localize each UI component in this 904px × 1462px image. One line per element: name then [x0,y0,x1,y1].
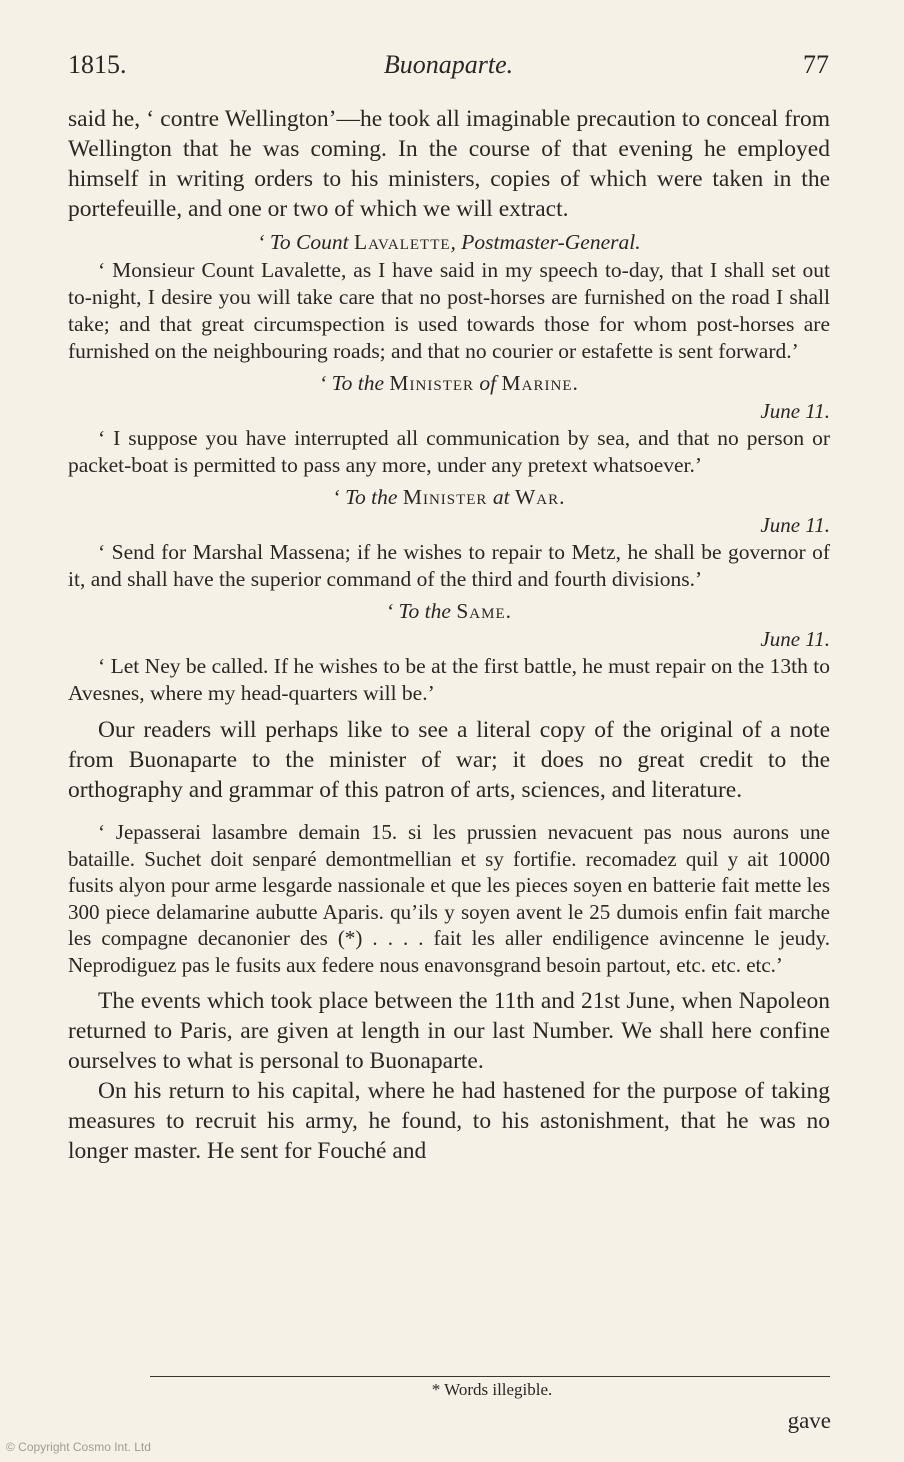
heading-prefix: ‘ To the [332,485,403,509]
letter-heading-same [68,597,830,626]
catchword: gave [787,1408,831,1433]
heading-name: War. [514,485,566,509]
letter-heading-war [68,483,830,512]
heading-name: Same. [456,599,512,623]
running-title: Buonaparte. [383,50,514,79]
letter-text-same: ‘ Let Ney be called. If he wishes to be at the first battle, he must repair on the 13th to Avesnes, where my head-quarters will be.’ [68,654,830,705]
heading-title: , Postmaster-General. [450,230,641,254]
readers-paragraph: Our readers will perhaps like to see a literal copy of the original of a note from Buonaparte to the minister of war; it does no great credit to the orthography and grammar of this patron of arts, sciences, and literature. [68,717,830,803]
letter-date: June 11. [760,627,830,651]
header-year: 1815. [68,50,127,79]
heading-connector: of [474,371,502,395]
heading-name: Lavalette [353,230,451,254]
heading-name: Minister [389,371,475,395]
letter-date: June 11. [760,399,830,423]
footnote: * Words illegible. [431,1380,553,1399]
running-header [68,50,829,86]
heading-name: Minister [402,485,488,509]
page-body [68,104,830,1166]
page-number: 77 [803,50,829,79]
heading-name: Marine. [501,371,579,395]
heading-connector: at [487,485,515,509]
letter-heading-marine [68,369,830,398]
footnote-rule [150,1376,830,1377]
heading-prefix: ‘ To Count [257,230,354,254]
heading-prefix: ‘ To the [319,371,390,395]
intro-paragraph: said he, ‘ contre Wellington’—he took all imaginable precaution to conceal from Wellington that he was coming. In the course of that evening he employed himself in writing orders to his ministers, copies of which were taken in the portefeuille, and one or two of which we will extract. [68,106,830,222]
events-paragraph: The events which took place between the 11th and 21st June, when Napoleon returned to Paris, are given at length in our last Number. We shall here confine ourselves to what is personal to Buonaparte. [68,988,830,1074]
heading-prefix: ‘ To the [386,599,457,623]
letter-heading-lavalette [68,228,830,257]
letter-text-war: ‘ Send for Marshal Massena; if he wishes to repair to Metz, he shall be governor of it, and shall have the superior command of the third and fourth divisions.’ [68,540,830,591]
letter-text-lavalette: ‘ Monsieur Count Lavalette, as I have said in my speech to-day, that I shall set out to-night, I desire you will take care that no post-horses are furnished on the road I shall take; and that great circumspection is used towards those for whom post-horses are furnished on the neighbouring roads; and that no courier or estafette is sent forward.’ [68,258,830,363]
letter-date: June 11. [760,513,830,537]
french-note: ‘ Jepasserai lasambre demain 15. si les prussien nevacuent pas nous aurons une bataille. Suchet doit senparé demontmellian et sy fortifie. recomadez quil y ait 10000 fusits alyon pour arme lesgarde nassionale et que les pieces soyen en batterie fait mette les 300 piece delamarine aubutte Aparis. qu’ils y soyen avent le 25 dumois enfin fait marche les compagne decanonier des (*) . . . . fait les aller endiligence avincenne le jeudy. Neprodiguez pas le fusits aux federe nous enavonsgrand besoin partout, etc. etc. etc.’ [68,820,830,977]
return-paragraph: On his return to his capital, where he had hastened for the purpose of taking measures to recruit his army, he found, to his astonishment, that he was no longer master. He sent for Fouché and [68,1078,830,1164]
letter-text-marine: ‘ I suppose you have interrupted all communication by sea, and that no person or packet-boat is permitted to pass any more, under any pretext whatsoever.’ [68,426,830,477]
copyright-watermark: © Copyright Cosmo Int. Ltd [6,1440,151,1454]
